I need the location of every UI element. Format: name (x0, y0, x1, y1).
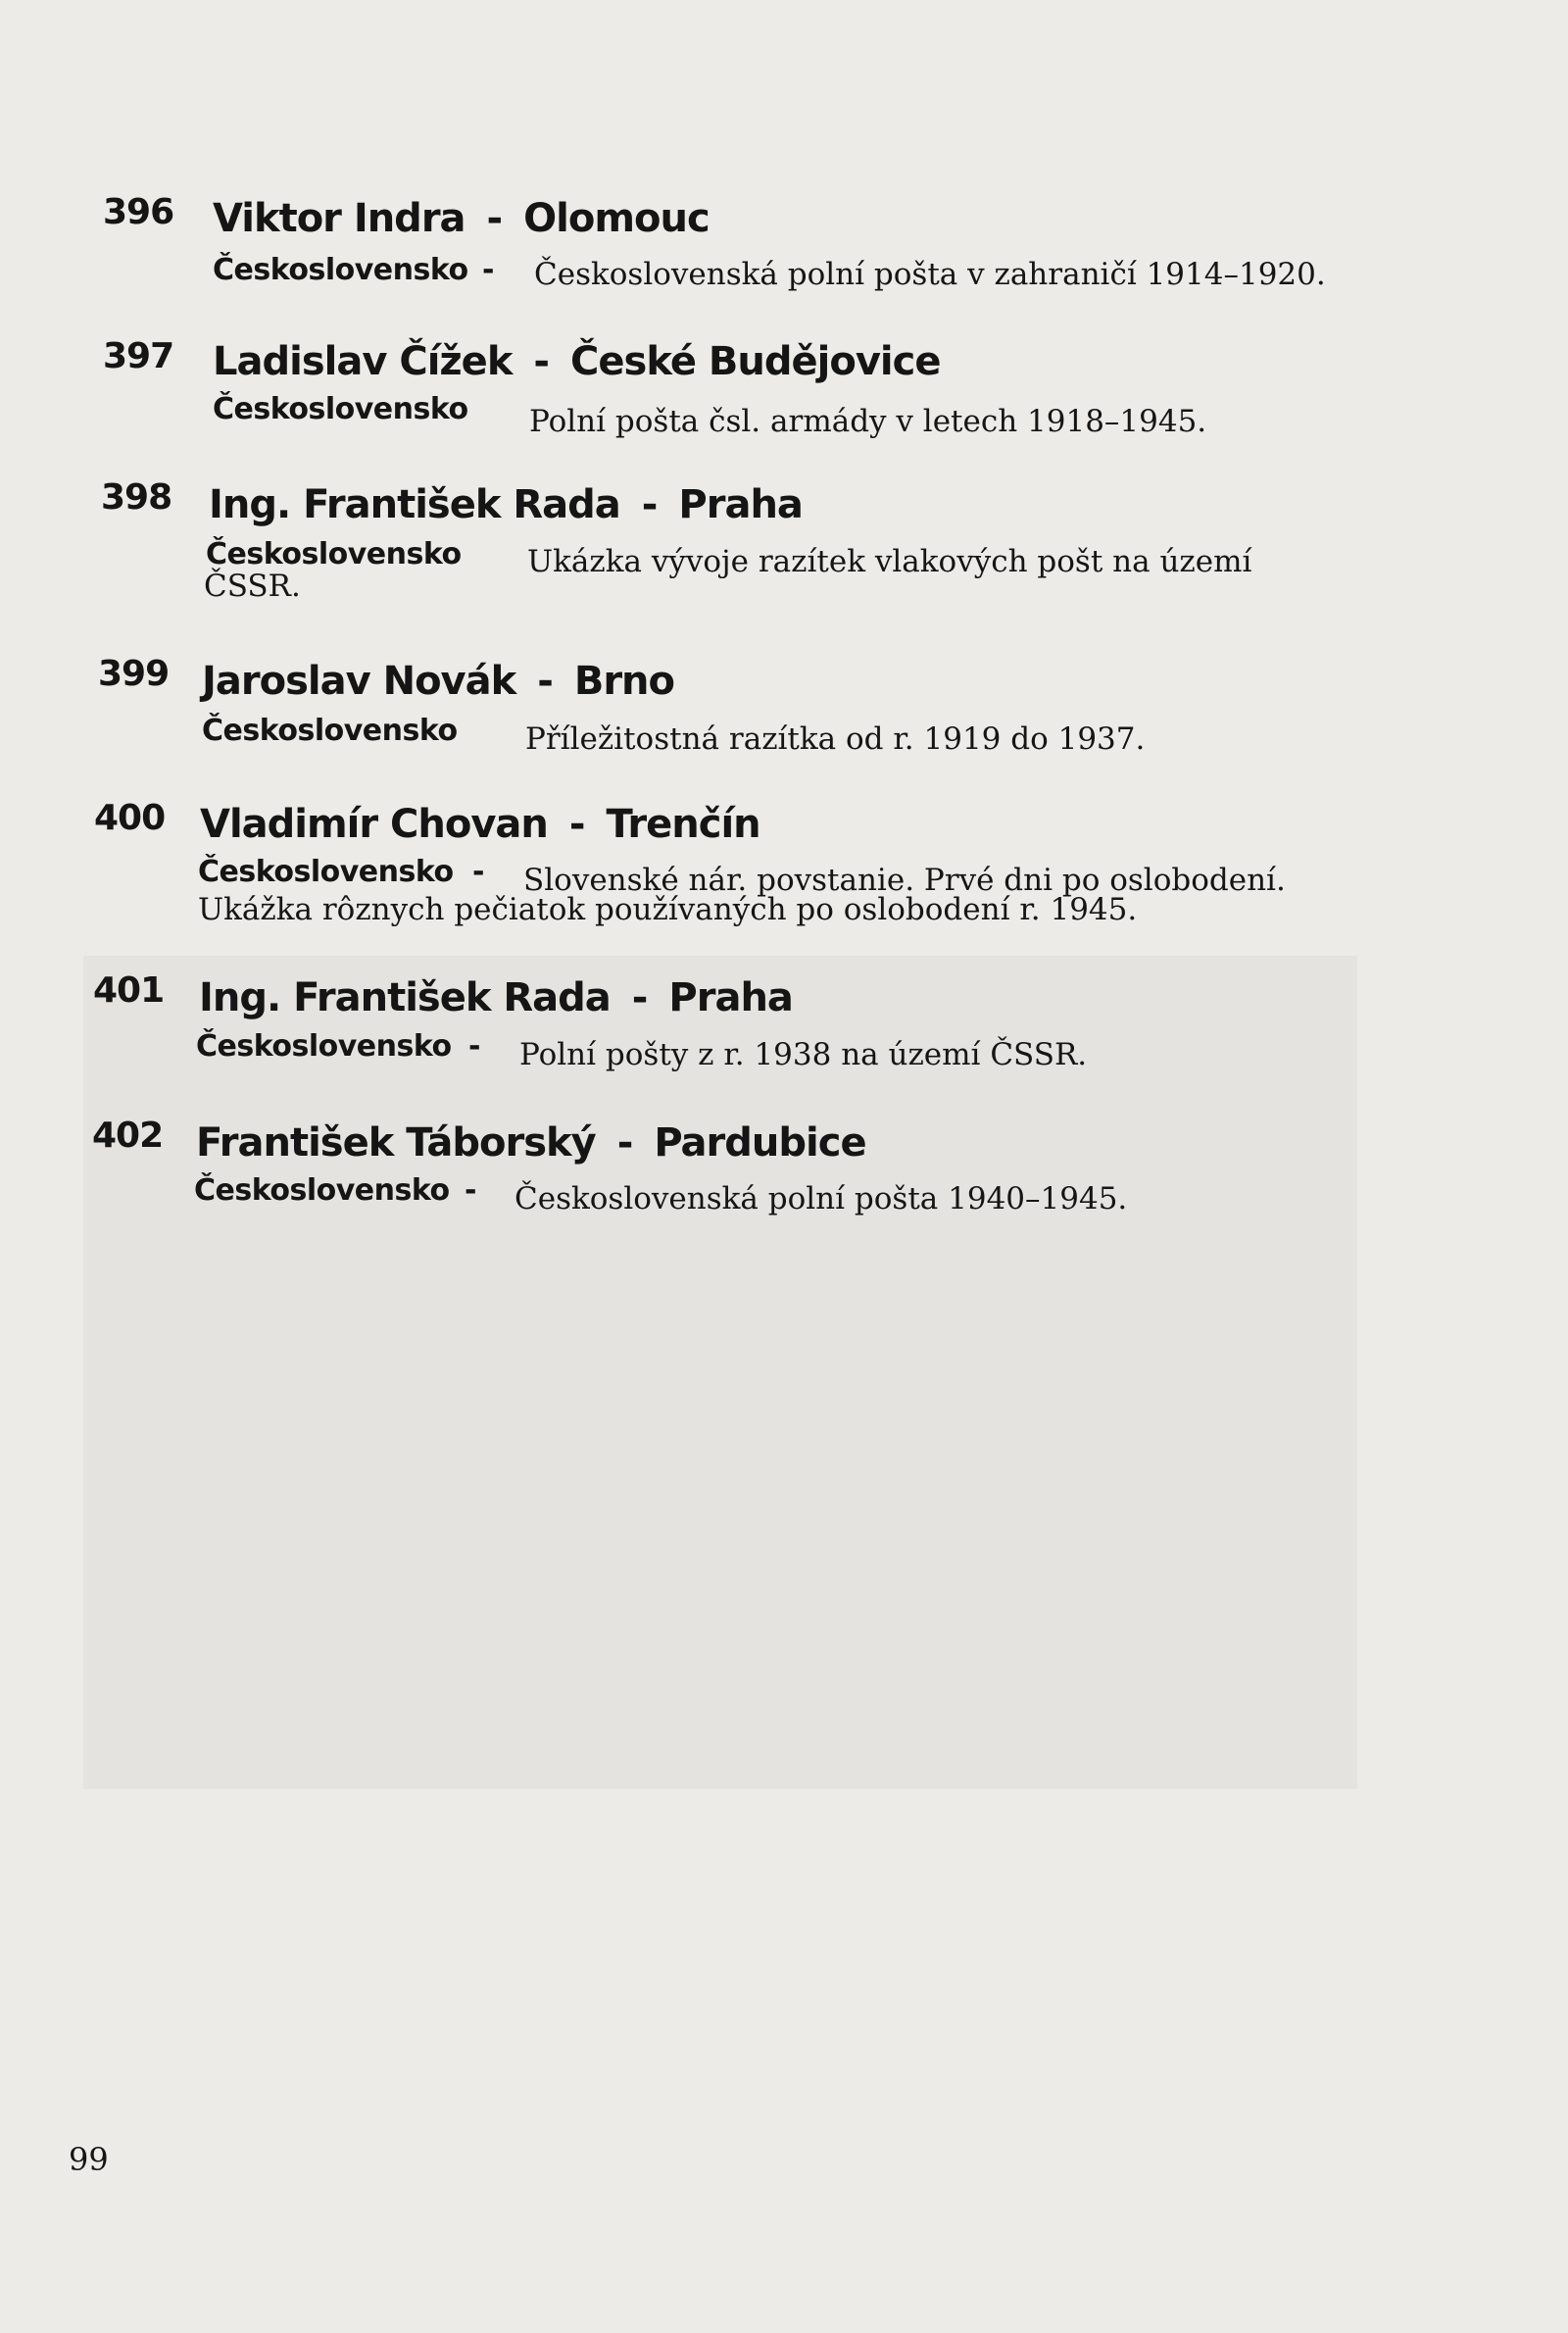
entry-title (209, 482, 803, 527)
exhibitor-city: České Budějovice (570, 339, 941, 384)
separator-dash: - (631, 975, 648, 1020)
exhibitor-name: Vladimír Chovan (200, 802, 548, 847)
entry-description: Československá polní pošta v zahraničí 1914–1920. (534, 257, 1326, 292)
entry-number: 399 (98, 654, 170, 694)
separator-dash: - (486, 196, 503, 241)
separator-dash: - (641, 482, 658, 527)
entry-number: 400 (94, 798, 166, 838)
exhibitor-city: Pardubice (654, 1120, 866, 1166)
exhibitor-city: Praha (678, 482, 803, 527)
entry-country: Československo (196, 1029, 452, 1064)
entry-title (202, 659, 674, 704)
entry-country: Československo (202, 714, 458, 748)
entry-number: 396 (103, 192, 174, 232)
entry-description: Slovenské nár. povstanie. Prvé dni po oslobodení. (523, 863, 1286, 898)
page-number: 99 (69, 2141, 109, 2178)
separator-dash: - (468, 1029, 481, 1064)
entry-title (213, 339, 940, 384)
entry-country: Československo (213, 253, 468, 287)
exhibitor-city: Brno (573, 659, 674, 704)
separator-dash: - (465, 1173, 477, 1208)
entry-country: Československo (194, 1173, 450, 1208)
entry-country: Československo (198, 855, 454, 889)
exhibitor-name: Viktor Indra (213, 196, 466, 241)
entry-description: Polní pošta čsl. armády v letech 1918–1945. (529, 404, 1207, 439)
entry-title (199, 975, 793, 1020)
entry-description: Polní pošty z r. 1938 na území ČSSR. (519, 1037, 1088, 1072)
show-through-plate (83, 956, 1357, 1789)
separator-dash: - (537, 659, 553, 704)
exhibitor-name: Ing. František Rada (209, 482, 620, 527)
entry-number: 397 (103, 336, 174, 376)
entry-title (196, 1120, 866, 1166)
exhibitor-city: Olomouc (523, 196, 710, 241)
exhibitor-city: Trenčín (606, 802, 760, 847)
exhibitor-city: Praha (668, 975, 793, 1020)
entry-number: 401 (93, 970, 165, 1011)
entry-description: Ukázka vývoje razítek vlakových pošt na území (527, 544, 1252, 579)
entry-country: Československo (206, 537, 462, 571)
entry-description-continued: Ukážka rôznych pečiatok používaných po oslobodení r. 1945. (198, 892, 1138, 927)
exhibitor-name: Jaroslav Novák (202, 659, 516, 704)
entry-title (200, 802, 760, 847)
entry-number: 402 (92, 1116, 164, 1156)
entry-description: Československá polní pošta 1940–1945. (514, 1181, 1128, 1216)
entry-description: Příležitostná razítka od r. 1919 do 1937. (525, 721, 1146, 757)
entry-title (213, 196, 710, 241)
exhibitor-name: Ladislav Čížek (213, 339, 513, 384)
separator-dash: - (616, 1120, 633, 1166)
entry-description-continued: ČSSR. (204, 569, 301, 604)
exhibitor-name: František Táborský (196, 1120, 596, 1166)
separator-dash: - (482, 253, 495, 287)
exhibitor-name: Ing. František Rada (199, 975, 611, 1020)
separator-dash: - (568, 802, 585, 847)
separator-dash: - (533, 339, 550, 384)
entry-number: 398 (101, 477, 172, 518)
separator-dash: - (472, 855, 485, 889)
entry-country: Československo (213, 392, 468, 426)
